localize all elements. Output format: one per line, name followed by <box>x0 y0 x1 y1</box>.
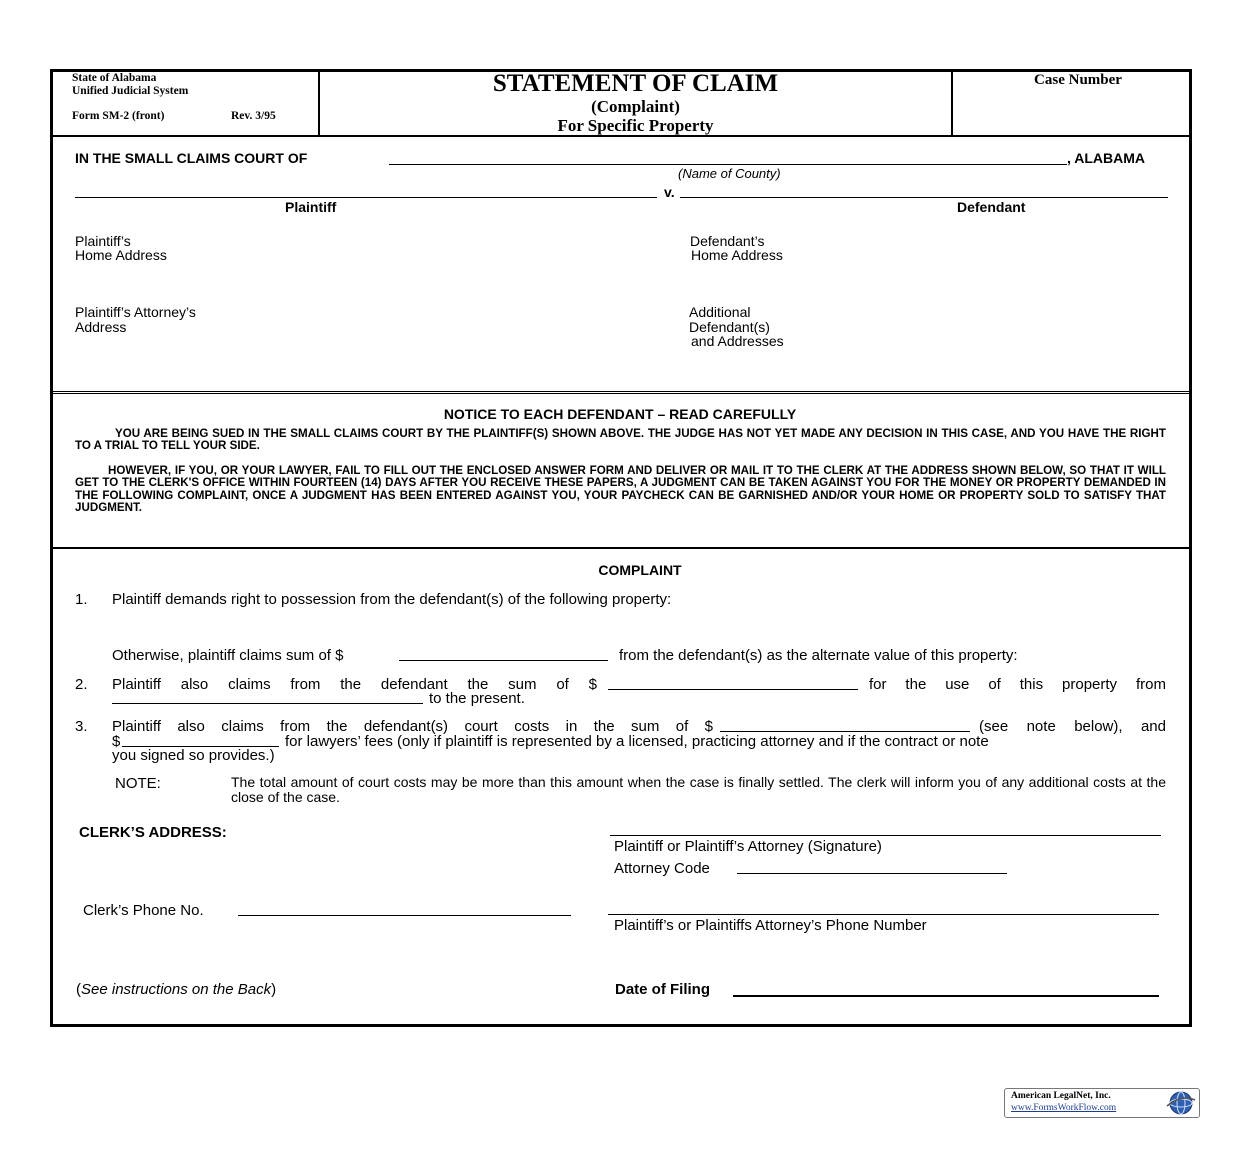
notice-paragraph-2 <box>75 465 1166 514</box>
case-number-label: Case Number <box>1034 72 1122 88</box>
notice-top-divider <box>50 391 1192 394</box>
form-id: Form SM-2 (front) <box>72 110 165 122</box>
note-text: The total amount of court costs may be more than this amount when the case is finally settled. The clerk will inform you of any additional costs at the close of the case. <box>231 774 1166 805</box>
signature-label: Plaintiff or Plaintiff’s Attorney (Signature) <box>614 838 882 855</box>
notice-paragraph-1 <box>75 428 1166 453</box>
clerk-address-label: CLERK’S ADDRESS: <box>79 824 227 841</box>
plaintiff-name-field[interactable] <box>75 197 657 198</box>
item2-text-b: for the use of this property from <box>869 676 1166 693</box>
otherwise-text-a: Otherwise, plaintiff claims sum of $ <box>112 647 344 664</box>
instructions-note <box>76 981 276 998</box>
defendant-home-address-label-2: Home Address <box>691 247 783 263</box>
branding-company: American LegalNet, Inc. <box>1011 1091 1111 1101</box>
notice-title: NOTICE TO EACH DEFENDANT – READ CAREFULLY <box>443 406 797 422</box>
court-prefix: IN THE SMALL CLAIMS COURT OF <box>75 150 308 166</box>
state-label: State of Alabama <box>72 72 157 84</box>
use-sum-field[interactable] <box>608 689 858 690</box>
plaintiff-home-address-label-2: Home Address <box>75 247 167 263</box>
item3-text-a: Plaintiff also claims from the defendant(s) court costs in the sum of $ <box>112 718 713 735</box>
plaintiff-label: Plaintiff <box>285 199 337 215</box>
globe-icon <box>1163 1090 1197 1116</box>
notice-text-1: YOU ARE BEING SUED IN THE SMALL CLAIMS COURT BY THE PLAINTIFF(S) SHOWN ABOVE. THE JUDGE HAS NOT YET MADE ANY DECISION IN THIS CASE, AND YOU HAVE THE RIGHT TO A TRIAL TO TELL YOUR SIDE. <box>75 427 1166 453</box>
county-label: (Name of County) <box>678 166 781 181</box>
item2-number: 2. <box>75 676 88 693</box>
clerk-phone-field[interactable] <box>238 915 571 916</box>
additional-defendants-label-3: and Addresses <box>691 333 784 349</box>
plaintiff-phone-label: Plaintiff’s or Plaintiffs Attorney’s Phone Number <box>614 917 927 934</box>
item3-text-d: for lawyers’ fees (only if plaintiff is represented by a licensed, practicing attorney and if the contract or note <box>285 733 989 750</box>
defendant-name-field[interactable] <box>680 197 1168 198</box>
signature-field[interactable] <box>610 835 1161 836</box>
attorney-address-label-2: Address <box>75 319 127 335</box>
plaintiff-phone-field[interactable] <box>608 914 1159 915</box>
defendant-home-address-label-1: Defendant’s <box>690 233 765 249</box>
plaintiff-home-address-label-1: Plaintiff’s <box>75 233 131 249</box>
date-of-filing-field[interactable] <box>733 995 1159 997</box>
use-from-date-field[interactable] <box>112 703 423 704</box>
branding-box <box>1004 1088 1200 1118</box>
instructions-open-paren: ( <box>76 981 81 998</box>
court-costs-field[interactable] <box>720 731 970 732</box>
defendant-label: Defendant <box>957 199 1026 215</box>
item2-text-a: Plaintiff also claims from the defendant the sum of $ <box>112 676 597 693</box>
attorney-code-field[interactable] <box>737 873 1007 874</box>
complaint-title: COMPLAINT <box>598 562 682 578</box>
form-subtitle: (Complaint) <box>591 97 680 116</box>
item3-number: 3. <box>75 718 88 735</box>
complaint-top-divider <box>50 547 1192 549</box>
county-field[interactable] <box>389 164 1067 165</box>
alternate-value-field[interactable] <box>399 660 608 661</box>
versus-label: v. <box>664 184 675 200</box>
attorney-address-label-1: Plaintiff’s Attorney’s <box>75 304 196 320</box>
form-title: STATEMENT OF CLAIM <box>492 70 779 97</box>
attorney-code-label: Attorney Code <box>614 860 710 877</box>
branding-url[interactable]: www.FormsWorkFlow.com <box>1011 1103 1117 1113</box>
instructions-close-paren: ) <box>271 981 277 998</box>
additional-defendants-label-2: Defendant(s) <box>689 319 770 335</box>
item3-dollar: $ <box>112 733 121 750</box>
item3-text-e: you signed so provides.) <box>112 747 275 764</box>
form-subtitle-property: For Specific Property <box>557 116 714 135</box>
instructions-text: See instructions on the Back <box>81 981 272 998</box>
court-suffix: , ALABAMA <box>1067 150 1146 166</box>
item1-number: 1. <box>75 591 88 608</box>
notice-text-2: HOWEVER, IF YOU, OR YOUR LAWYER, FAIL TO FILL OUT THE ENCLOSED ANSWER FORM AND DELIVER OR MAIL IT TO THE CLERK AT THE ADDRESS SHOWN BELOW, SO THAT IT WILL GET TO THE CLERK'S OFFICE WITHIN FOURTEEN (14) DAYS AFTER YOU RECEIVE THESE PAPERS, A JUDGMENT CAN BE TAKEN AGAINST YOU FOR THE MONEY OR PROPERTY DEMANDED IN THE FOLLOWING COMPLAINT, ONCE A JUDGMENT HAS BEEN ENTERED AGAINST YOU, YOUR PAYCHECK CAN BE GARNISHED AND/OR YOUR HOME OR PROPERTY SOLD TO SATISFY THAT JUDGMENT. <box>75 464 1166 514</box>
additional-defendants-label-1: Additional <box>689 304 751 320</box>
item2-text-c: to the present. <box>429 690 525 707</box>
item1-text: Plaintiff demands right to possession from the defendant(s) of the following property: <box>112 591 672 608</box>
item3-text-b: (see note below), and <box>979 718 1166 735</box>
form-revision: Rev. 3/95 <box>231 110 276 122</box>
clerk-phone-label: Clerk’s Phone No. <box>83 902 204 919</box>
note-label: NOTE: <box>115 775 161 792</box>
otherwise-text-b: from the defendant(s) as the alternate value of this property: <box>619 647 1018 664</box>
date-of-filing-label: Date of Filing <box>615 981 710 998</box>
system-label: Unified Judicial System <box>72 85 189 97</box>
